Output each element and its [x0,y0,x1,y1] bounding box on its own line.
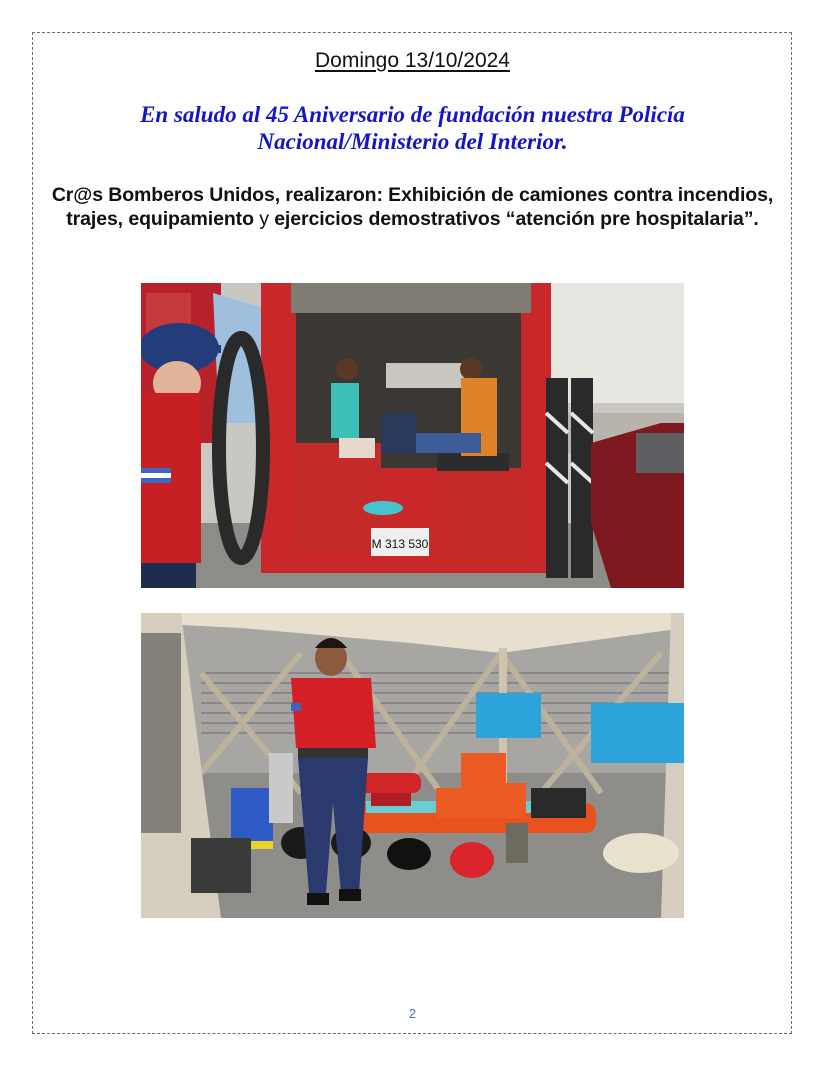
page-title [60,101,765,155]
description-connector: y [253,208,275,230]
fire-truck-children-photo [141,283,684,588]
page-number: 2 [408,1006,417,1021]
firefighter-equipment-exhibit-photo [141,613,684,918]
title-line-1: En saludo al 45 Aniversario de fundación nuestra Policía [140,102,685,127]
description-part-2: ejercicios demostrativos “atención pre hospitalaria”. [274,208,759,230]
description-paragraph [45,183,780,231]
title-line-2: Nacional/Ministerio del Interior. [257,129,568,154]
svg-text:M 313 530: M 313 530 [371,537,429,551]
description-part-1: Cr@s Bomberos Unidos, realizaron: Exhibición de camiones contra incendios, trajes, equipamiento [51,184,774,230]
date-heading: Domingo 13/10/2024 [315,49,510,72]
